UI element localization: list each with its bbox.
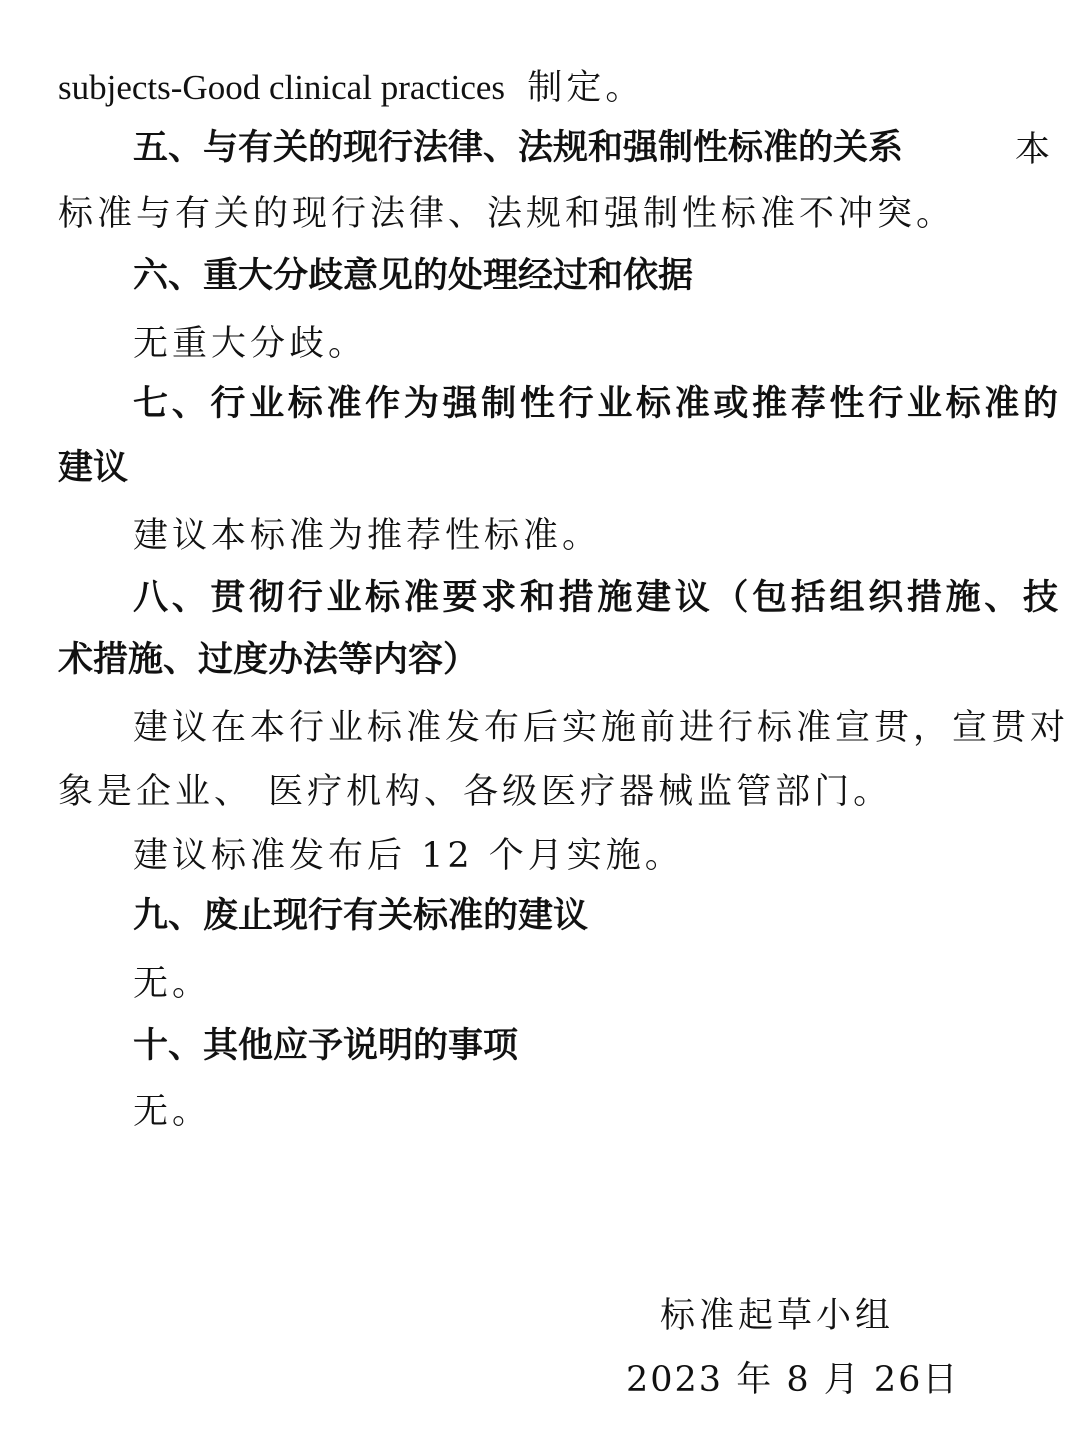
- section-8-heading-cont: 术措施、过度办法等内容）: [58, 640, 479, 680]
- section-8-heading: 八、贯彻行业标准要求和措施建议（包括组织措施、技: [133, 578, 1058, 618]
- section-10-heading: 十、其他应予说明的事项: [133, 1026, 519, 1066]
- section-5-body: 标准与有关的现行法律、法规和强制性标准不冲突。: [58, 194, 956, 234]
- section-5-body-start: 本: [1014, 130, 1054, 170]
- text-line: [58, 66, 1058, 110]
- english-title-fragment: subjects-Good clinical practices: [58, 68, 506, 107]
- section-7-heading-cont: 建议: [58, 448, 129, 488]
- section-6-body: 无重大分歧。: [133, 324, 368, 364]
- signature-date: 2023 年 8 月 26日: [626, 1360, 960, 1400]
- section-5-heading: 五、与有关的现行法律、法规和强制性标准的关系: [133, 128, 904, 168]
- section-7-heading: 七、行业标准作为强制性行业标准或推荐性行业标准的: [133, 384, 1058, 424]
- section-8-body: 建议在本行业标准发布后实施前进行标准宣贯，宣贯对: [133, 708, 1070, 748]
- signature-group: 标准起草小组: [660, 1296, 895, 1336]
- section-8-body-2: 建议标准发布后 12 个月实施。: [133, 836, 684, 876]
- section-8-body-cont: 象是企业、 医疗机构、各级医疗器械监管部门。: [58, 772, 893, 812]
- text-fragment: 制定。: [527, 68, 645, 108]
- section-9-body: 无。: [133, 964, 212, 1004]
- section-10-body: 无。: [133, 1092, 212, 1132]
- section-9-heading: 九、废止现行有关标准的建议: [133, 896, 589, 936]
- section-7-body: 建议本标准为推荐性标准。: [133, 516, 602, 556]
- section-6-heading: 六、重大分歧意见的处理经过和依据: [133, 256, 694, 296]
